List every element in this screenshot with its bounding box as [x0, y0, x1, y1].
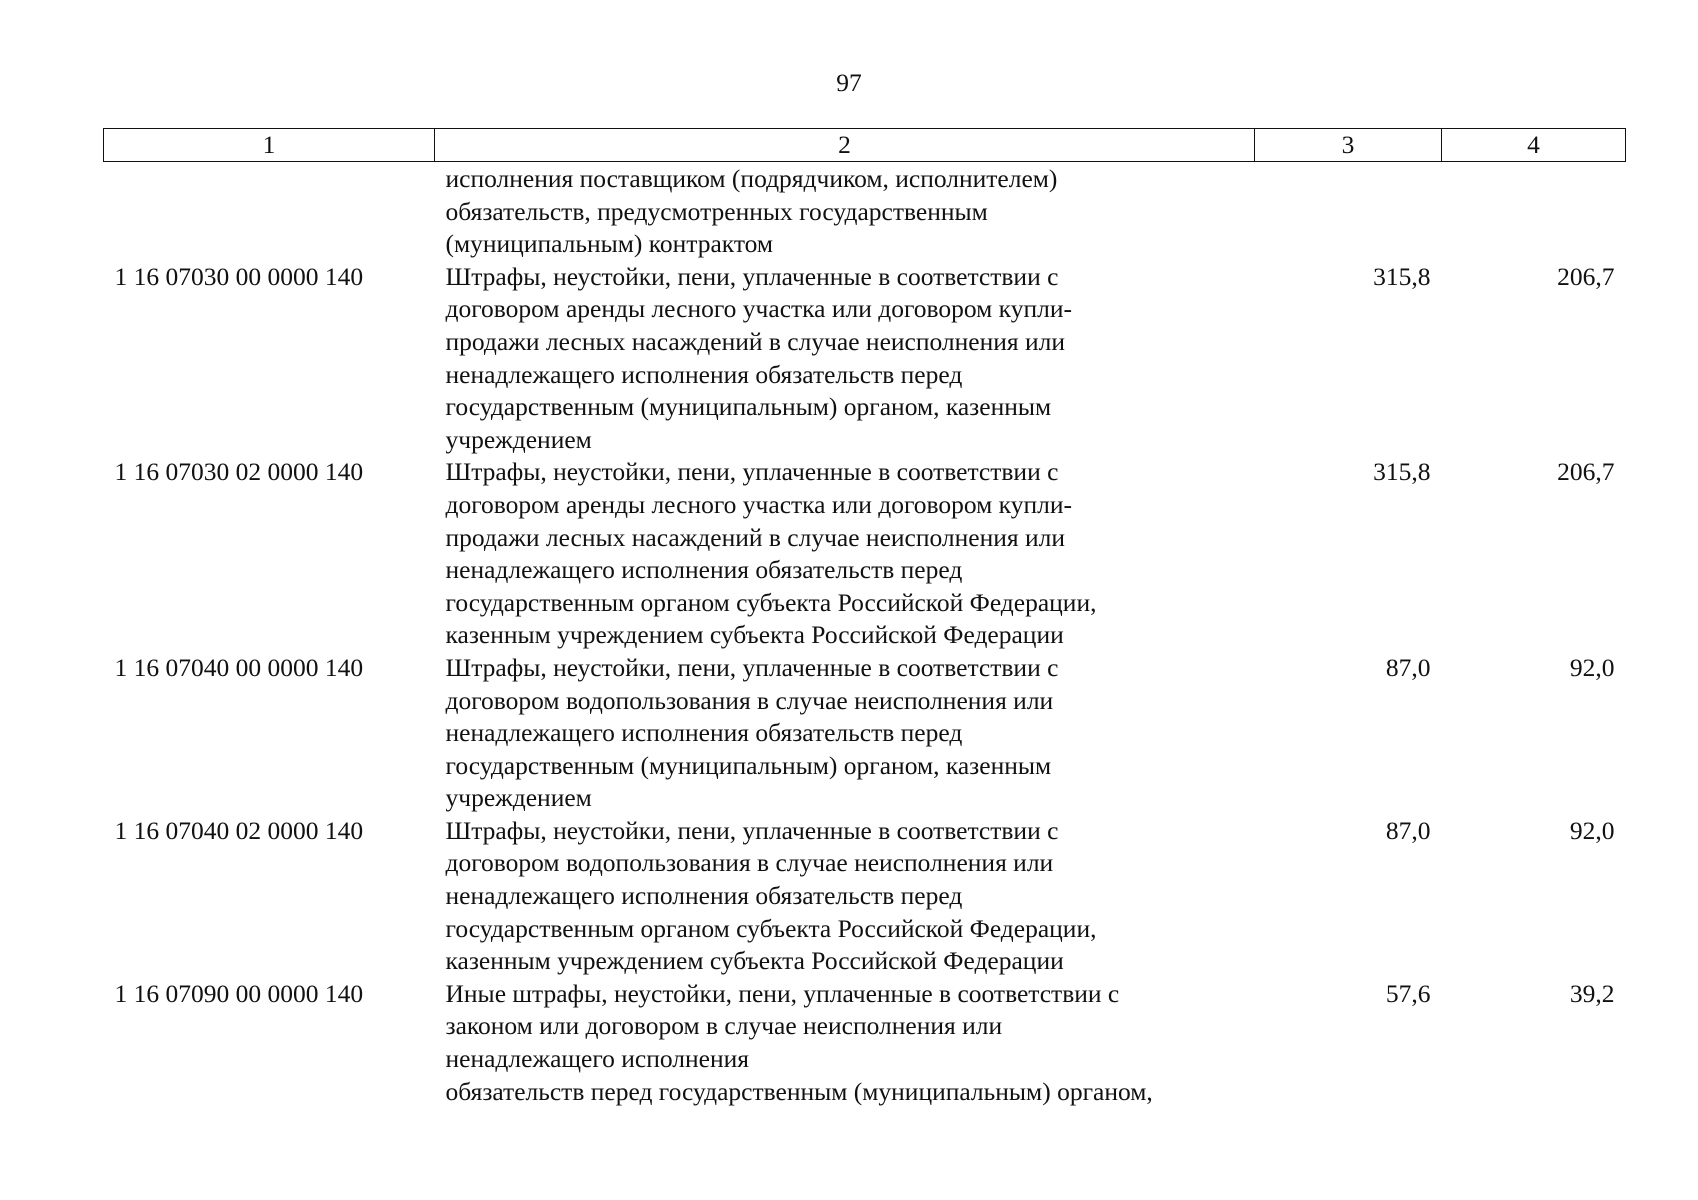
description-line: учреждением [445, 424, 592, 454]
revenue-table [103, 128, 1626, 1108]
header-col-1: 1 [104, 129, 435, 162]
description-line: законом или договором в случае неисполнения или [445, 1011, 1003, 1041]
description-line: казенным учреждением субъекта Российской Федерации [445, 946, 1064, 976]
description-line: Штрафы, неустойки, пени, уплаченные в соответствии с [445, 652, 1059, 682]
amount-col-3: 87,0 [1385, 815, 1431, 845]
table-row [104, 652, 1626, 815]
table-row [104, 978, 1626, 1108]
description-line: договором водопользования в случае неисполнения или [445, 848, 1054, 878]
header-col-4: 4 [1442, 129, 1626, 162]
description-line: ненадлежащего исполнения обязательств перед [445, 555, 963, 585]
description-line: ненадлежащего исполнения обязательств перед [445, 718, 963, 748]
revenue-description [435, 978, 1255, 1108]
table-body [104, 162, 1626, 1109]
amount-col-3 [1255, 162, 1442, 261]
description-line: ненадлежащего исполнения [445, 1044, 750, 1074]
amount-col-4: 39,2 [1569, 978, 1615, 1008]
description-line: ненадлежащего исполнения обязательств перед [445, 359, 963, 389]
revenue-code: 1 16 07090 00 0000 140 [114, 978, 364, 1008]
amount-col-4 [1442, 162, 1626, 261]
description-line: исполнения поставщиком (подрядчиком, исполнителем) [445, 164, 1058, 193]
header-col-3: 3 [1255, 129, 1442, 162]
description-line: договором аренды лесного участка или договором купли- [445, 489, 1072, 519]
description-line: государственным (муниципальным) органом, казенным [445, 750, 1052, 780]
description-line: Штрафы, неустойки, пени, уплаченные в соответствии с [445, 815, 1059, 845]
table-row [104, 261, 1626, 457]
description-line: продажи лесных насаждений в случае неисполнения или [445, 326, 1066, 356]
revenue-code: 1 16 07040 00 0000 140 [114, 652, 364, 682]
description-line: договором аренды лесного участка или договором купли- [445, 294, 1072, 324]
description-line: государственным органом субъекта Российской Федерации, [445, 913, 1097, 943]
amount-col-4: 92,0 [1569, 815, 1615, 845]
description-line: учреждением [445, 783, 592, 813]
revenue-code: 1 16 07030 02 0000 140 [114, 457, 364, 487]
description-line: договором водопользования в случае неисполнения или [445, 685, 1054, 715]
table-header [104, 129, 1626, 162]
table-row [104, 456, 1626, 652]
revenue-code: 1 16 07040 02 0000 140 [114, 815, 364, 845]
amount-col-3: 87,0 [1385, 652, 1431, 682]
amount-col-3: 315,8 [1373, 261, 1431, 291]
revenue-description [435, 456, 1255, 652]
revenue-code [104, 162, 435, 261]
table-row [104, 815, 1626, 978]
description-line: ненадлежащего исполнения обязательств перед [445, 881, 963, 911]
revenue-description [435, 652, 1255, 815]
revenue-description [435, 815, 1255, 978]
revenue-description [435, 261, 1255, 457]
page-number: 97 [836, 68, 862, 97]
revenue-code: 1 16 07030 00 0000 140 [114, 261, 364, 291]
description-line: (муниципальным) контрактом [445, 229, 774, 259]
description-line: обязательств, предусмотренных государственным [445, 196, 988, 226]
amount-col-4: 92,0 [1569, 652, 1615, 682]
description-line: казенным учреждением субъекта Российской Федерации [445, 620, 1064, 650]
amount-col-3: 315,8 [1373, 457, 1431, 487]
description-line: Штрафы, неустойки, пени, уплаченные в соответствии с [445, 261, 1059, 291]
amount-col-4: 206,7 [1557, 261, 1615, 291]
revenue-description [435, 162, 1255, 261]
table-row [104, 162, 1626, 261]
amount-col-3: 57,6 [1385, 978, 1431, 1008]
description-line: государственным (муниципальным) органом, казенным [445, 392, 1052, 422]
description-line: продажи лесных насаждений в случае неисполнения или [445, 522, 1066, 552]
description-line: Иные штрафы, неустойки, пени, уплаченные в соответствии с [445, 978, 1120, 1008]
header-row [104, 129, 1626, 162]
description-line: государственным органом субъекта Российской Федерации, [445, 587, 1097, 617]
description-line: Штрафы, неустойки, пени, уплаченные в соответствии с [445, 457, 1059, 487]
description-line: обязательств перед государственным (муниципальным) органом, [445, 1076, 1153, 1106]
header-col-2: 2 [435, 129, 1255, 162]
amount-col-4: 206,7 [1557, 457, 1615, 487]
